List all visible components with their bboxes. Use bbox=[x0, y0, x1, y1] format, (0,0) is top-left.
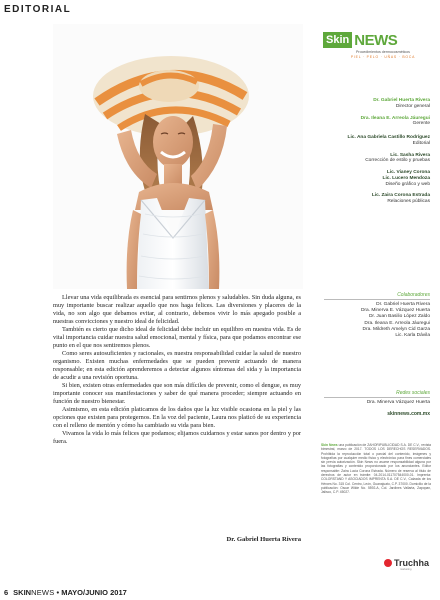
credit-entry bbox=[324, 116, 430, 128]
legal-brand: Skin News bbox=[321, 443, 338, 447]
logo-tagline-categories: PIEL · PELO · UÑAS · BOCA bbox=[350, 55, 416, 59]
collaborator-name: Dr. Gabriel Huerta Rivera bbox=[376, 302, 430, 307]
sponsor-tagline: marketing bbox=[400, 568, 412, 571]
collaborators-block bbox=[324, 292, 430, 339]
staff-credits bbox=[324, 98, 430, 211]
sponsor-name: Truchha bbox=[394, 558, 430, 568]
credit-role: Editorial bbox=[412, 140, 430, 146]
logo-skin-word: Skin bbox=[323, 32, 352, 48]
social-block bbox=[324, 390, 430, 417]
credit-role: Diseño gráfico y web bbox=[385, 181, 430, 187]
collaborator-name: Dra. Mildreth Amelyn Cid Garza bbox=[362, 326, 430, 332]
collaborator-name: Dr. Juan Basilio López Zaldo bbox=[368, 314, 430, 320]
social-manager-name: Dra. Minerva Vázquez Huerta bbox=[366, 400, 430, 405]
footer-skin: SKIN bbox=[13, 588, 32, 597]
collaborator-name: Dra. Minerva E. Vázquez Huerta bbox=[360, 308, 430, 314]
credit-entry bbox=[324, 153, 430, 165]
credit-name: Dr. Gabriel Huerta Rivera bbox=[373, 98, 430, 103]
website-link[interactable]: skinnews.com.mx bbox=[387, 411, 430, 418]
editorial-article bbox=[53, 294, 301, 446]
social-title: Redes sociales bbox=[324, 390, 430, 398]
logo-news-word: NEWS bbox=[354, 31, 398, 49]
article-paragraph: Llevar una vida equilibrada es esencial para sentirnos plenos y saludables. Sin duda alguna, es muy importante buscar realizar aquello que nos haga felices. Las diversiones y placeres de la vida, no son algo que debamos evitar, al contrario, debemos vivir lo más apegado posible a nuestras convicciones y nuestro ideal de felicidad. bbox=[53, 294, 301, 325]
footer-issue: • MAYO/JUNIO 2017 bbox=[54, 588, 127, 597]
article-paragraph: Vivamos la vida lo más felices que podamos; elijamos cuidarnos y estar sanos por dentro y por fuera. bbox=[53, 429, 301, 445]
credit-role: Corrección de estilo y pruebas bbox=[365, 158, 430, 164]
page-footer bbox=[4, 588, 127, 597]
credit-role: Gerente bbox=[412, 121, 430, 127]
article-paragraph: También es cierto que dicho ideal de felicidad debe incluir un equilibro en nuestra vida. Es de vital importancia cuidar nuestra salud emocional, mental y física, para que podamos encontrar ese punto en el que nos sentiremos plenos. bbox=[53, 325, 301, 349]
article-paragraph: Como seres autosuficientes y racionales, es nuestra responsabilidad cuidar la salud de nuestro organismo. Existen muchas enfermedades que se pueden prevenir actuando de manera responsable; en esta edición aprenderemos a detectar algunos síntomas del sida y la importancia de acudir a una revisión oportuna. bbox=[53, 349, 301, 381]
skin-news-logo bbox=[323, 30, 427, 60]
credit-role: Director general bbox=[395, 103, 430, 109]
credit-name: Dra. Ileana E. Arreola Jáuregui bbox=[360, 115, 430, 121]
credit-role: Relaciones públicas bbox=[387, 199, 430, 204]
logo-tagline: Procedimientos dermocosméticos bbox=[356, 50, 410, 54]
collaborator-name: Dra. Ileana E. Arreola Jáuregui bbox=[364, 320, 430, 326]
article-paragraph: Si bien, existen otras enfermedades que son más difíciles de prevenir, como el dengue, es muy importante conocer sus manifestaciones y saber de qué manera proceder; siempre actuando en función de nuestro bienestar. bbox=[53, 381, 301, 405]
credit-name: Lic. Ana Gabriela Castillo Rodríguez bbox=[347, 135, 430, 140]
woman-sunhat-swimsuit-photo bbox=[53, 24, 303, 289]
collaborators-title: Colaboradores bbox=[324, 292, 430, 300]
article-signature: Dr. Gabriel Huerta Rivera bbox=[226, 536, 301, 543]
collaborator-name: Lic. Karla Dávila bbox=[395, 333, 430, 339]
truchha-mark-icon bbox=[384, 559, 392, 567]
legal-text: una publicación de ZAHORIPUBLICIDAD S.A. DE C.V., revista bimestral, marzo de 2017. TODOS LOS DERECHOS RESERVADOS. Prohibida la reproducción total o parcial del contenido, imágenes y fotografías por cualquier medio físico y electrónico para fines comerciales sin previa autorización. Skin News no asume responsabilidad alguna por las fotografías y contenido proporcionado por los anunciantes. Editor responsable: Zaira Lucía Corona Estrada. Número de reserva al título de derechos de autor en trámite: 04-2014-011707544000-01. Imprenta: COLORSTAND Y ASOCIADOS IMPRENTA S.A. DE C.V., Calzada de los Héroes No. 315 Col. Centro, León, Guanajuato, C.P. 37000. Domicilio de la publicación: Oscar Wilde No. 5592-A, Col. Jardines Vallarta, Zapopan, Jalisco, C.P. 45027. bbox=[321, 443, 431, 495]
section-label: EDITORIAL bbox=[4, 4, 72, 15]
footer-news: NEWS bbox=[31, 588, 55, 597]
page-number: 6 bbox=[4, 588, 9, 597]
cover-photo bbox=[53, 24, 303, 289]
article-paragraph: Asimismo, en esta edición platicamos de los daños que la luz visible ocasiona en la piel y las opciones que existen para protegernos. En la voz del paciente, Laura nos platicó de su experiencia con el relleno de mentón y cómo ha cambiado su vida para bien. bbox=[53, 405, 301, 429]
credit-name: Lic. Vianey Corona Lic. Lucero Mendoza bbox=[382, 170, 430, 181]
credit-entry bbox=[324, 135, 430, 147]
credit-entry bbox=[324, 98, 430, 110]
credit-entry bbox=[324, 193, 430, 205]
credit-name: Lic. Sasha Rivera bbox=[390, 152, 430, 158]
truchha-sponsor-logo bbox=[384, 554, 434, 572]
credit-name: Lic. Zaira Corona Estrada bbox=[371, 193, 430, 199]
legal-notice bbox=[321, 443, 431, 494]
credit-entry bbox=[324, 170, 430, 187]
